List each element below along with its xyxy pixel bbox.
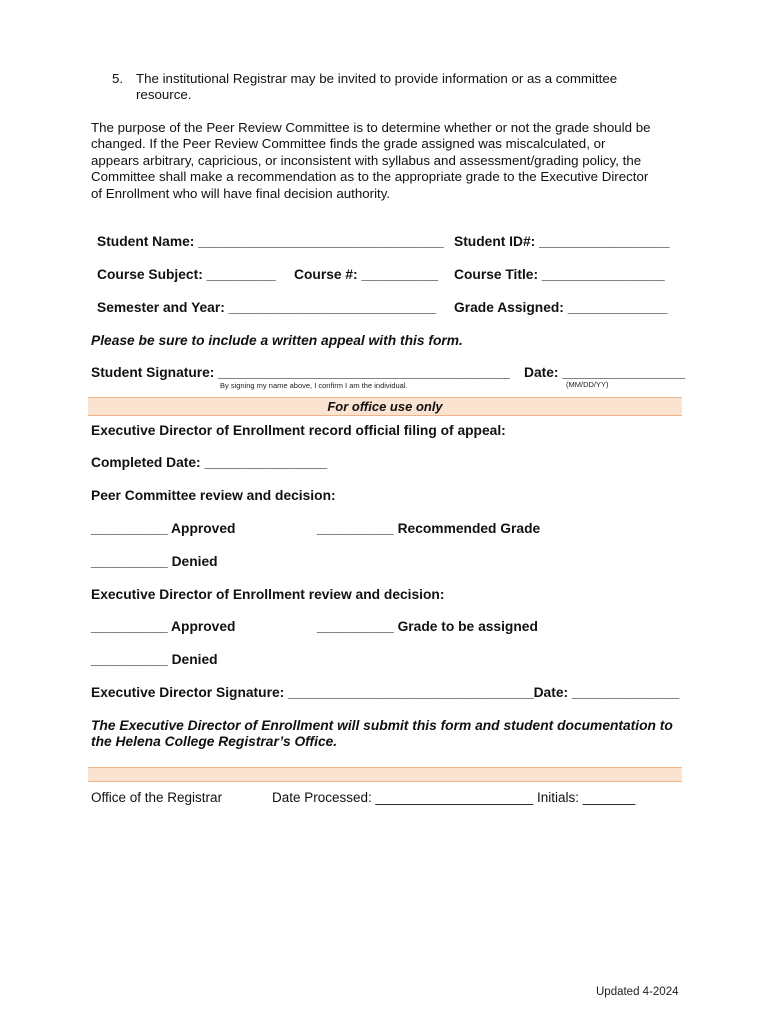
submit-note-line-1: The Executive Director of Enrollment will submit this form and student documentation to — [91, 718, 673, 733]
grade-assigned-field[interactable]: Grade Assigned: _____________ — [454, 300, 668, 315]
office-use-band — [88, 397, 682, 416]
registrar-office-label: Office of the Registrar — [91, 790, 223, 805]
exec-denied-option[interactable]: __________ Denied — [91, 652, 218, 667]
updated-footer: Updated 4-2024 — [596, 986, 679, 998]
peer-approved-option[interactable]: __________ Approved — [91, 521, 236, 536]
course-subject-field[interactable]: Course Subject: _________ — [97, 267, 276, 282]
student-id-field[interactable]: Student ID#: _________________ — [454, 234, 670, 249]
purpose-line-1: The purpose of the Peer Review Committee is to determine whether or not the grade should be — [91, 120, 651, 135]
office-use-label: For office use only — [327, 399, 443, 414]
peer-denied-option[interactable]: __________ Denied — [91, 554, 218, 569]
purpose-line-3: appears arbitrary, capricious, or inconsistent with syllabus and assessment/grading policy, the — [91, 153, 642, 168]
exec-approved-option[interactable]: __________ Approved — [91, 619, 236, 634]
signature-confirm-note: By signing my name above, I confirm I am the individual. — [220, 381, 408, 390]
semester-year-field[interactable]: Semester and Year: ___________________________ — [97, 300, 436, 315]
course-title-field[interactable]: Course Title: ________________ — [454, 267, 665, 282]
submit-note-line-2: the Helena College Registrar’s Office. — [91, 734, 338, 749]
peer-recommended-grade-option[interactable]: __________ Recommended Grade — [317, 521, 541, 536]
student-name-field[interactable]: Student Name: ________________________________ — [97, 234, 444, 249]
list-number: 5. — [112, 71, 124, 86]
list-item-text-2: resource. — [136, 87, 192, 102]
completed-date-field[interactable]: Completed Date: ________________ — [91, 455, 328, 470]
purpose-line-2: changed. If the Peer Review Committee finds the grade assigned was miscalculated, or — [91, 136, 606, 151]
exec-grade-option[interactable]: __________ Grade to be assigned — [317, 619, 538, 634]
course-number-field[interactable]: Course #: __________ — [294, 267, 439, 282]
date-processed-field[interactable]: Date Processed: _____________________ Initials: _______ — [272, 790, 636, 805]
appeal-note: Please be sure to include a written appeal with this form. — [91, 333, 463, 348]
list-item-text-1: The institutional Registrar may be invited to provide information or as a committee — [136, 71, 618, 86]
peer-review-heading: Peer Committee review and decision: — [91, 488, 336, 503]
purpose-line-4: Committee shall make a recommendation as to the appropriate grade to the Executive Director — [91, 169, 649, 184]
date-format-hint: (MM/DD/YY) — [566, 380, 609, 389]
registrar-band — [88, 767, 682, 782]
purpose-line-5: of Enrollment who will have final decision authority. — [91, 186, 391, 201]
signature-date-field[interactable]: Date: ________________ — [524, 365, 686, 380]
student-signature-field[interactable]: Student Signature: ______________________________________ — [91, 365, 510, 380]
exec-review-heading: Executive Director of Enrollment review and decision: — [91, 587, 445, 602]
filing-heading: Executive Director of Enrollment record official filing of appeal: — [91, 423, 506, 438]
exec-signature-field[interactable]: Executive Director Signature: ________________________________Date: ______________ — [91, 685, 680, 700]
